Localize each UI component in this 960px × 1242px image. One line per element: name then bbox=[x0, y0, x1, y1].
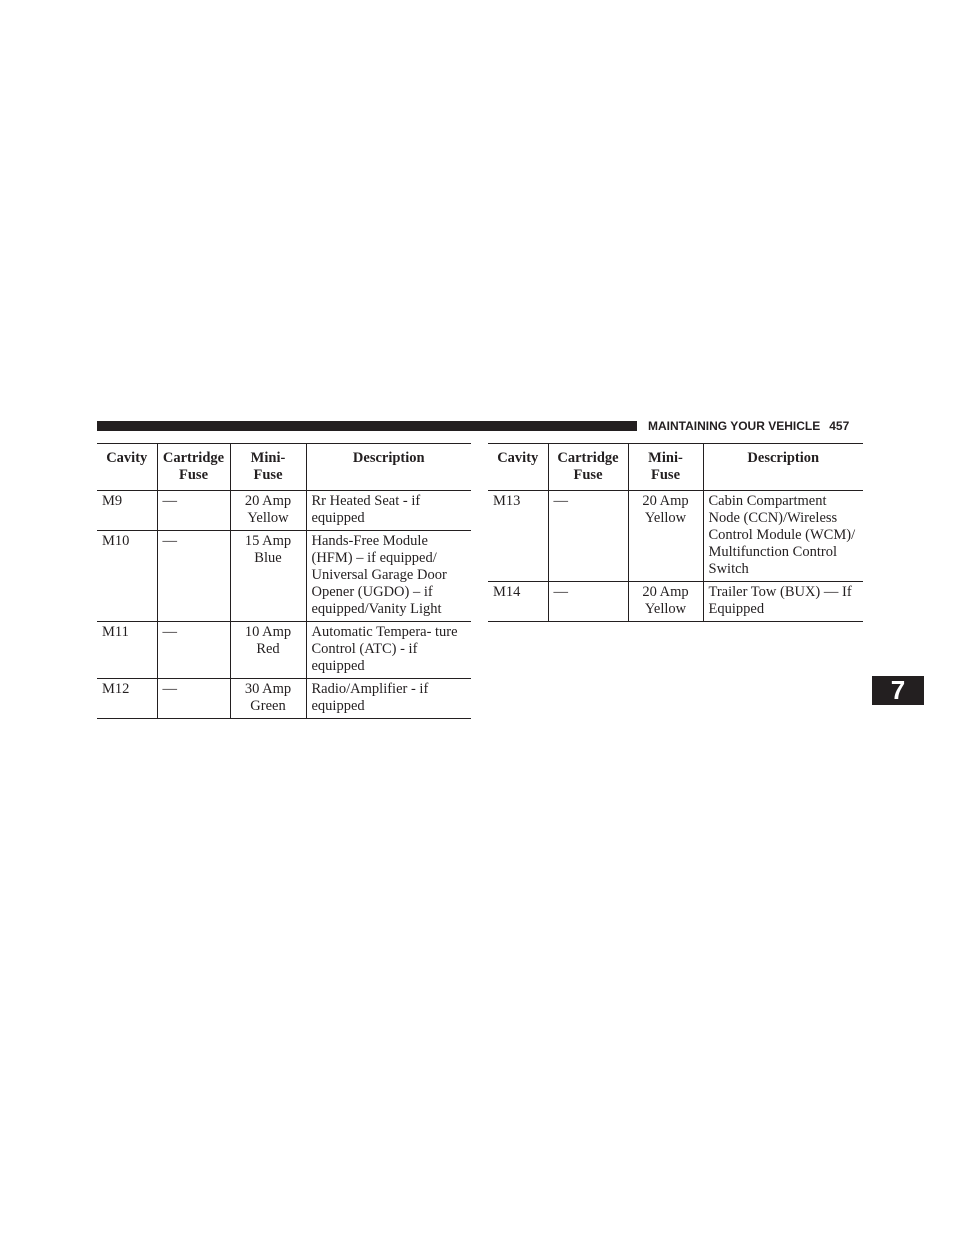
page-number: 457 bbox=[829, 419, 850, 433]
cell-cartridge: — bbox=[157, 622, 230, 679]
cell-description: Rr Heated Seat - if equipped bbox=[306, 491, 471, 531]
cell-mini-fuse: 10 Amp Red bbox=[230, 622, 306, 679]
cell-mini-fuse: 20 Amp Yellow bbox=[628, 582, 703, 622]
cell-cavity: M14 bbox=[488, 582, 548, 622]
cell-cartridge: — bbox=[548, 491, 628, 582]
cell-description: Automatic Tempera- ture Control (ATC) - if equipped bbox=[306, 622, 471, 679]
header-cartridge-fuse: Cartridge Fuse bbox=[548, 444, 628, 491]
chapter-tab: 7 bbox=[872, 676, 924, 705]
cell-cartridge: — bbox=[157, 531, 230, 622]
table-header-row bbox=[488, 444, 863, 491]
running-header bbox=[648, 418, 849, 434]
table-row bbox=[97, 491, 471, 531]
cell-description: Trailer Tow (BUX) — If Equipped bbox=[703, 582, 863, 622]
cell-cavity: M13 bbox=[488, 491, 548, 582]
cell-cavity: M11 bbox=[97, 622, 157, 679]
cell-cartridge: — bbox=[548, 582, 628, 622]
cell-cavity: M10 bbox=[97, 531, 157, 622]
header-description: Description bbox=[306, 444, 471, 491]
table-row bbox=[97, 622, 471, 679]
cell-description: Hands-Free Module (HFM) – if equipped/ Universal Garage Door Opener (UGDO) – if equipped/Vanity Light bbox=[306, 531, 471, 622]
header-description: Description bbox=[703, 444, 863, 491]
cell-description: Cabin Compartment Node (CCN)/Wireless Control Module (WCM)/ Multifunction Control Switch bbox=[703, 491, 863, 582]
header-cavity: Cavity bbox=[97, 444, 157, 491]
header-mini-fuse: Mini- Fuse bbox=[628, 444, 703, 491]
cell-mini-fuse: 20 Amp Yellow bbox=[230, 491, 306, 531]
cell-cavity: M12 bbox=[97, 679, 157, 719]
table-row bbox=[97, 531, 471, 622]
header-rule bbox=[97, 421, 637, 431]
table-row bbox=[488, 582, 863, 622]
table-row bbox=[488, 491, 863, 582]
cell-description: Radio/Amplifier - if equipped bbox=[306, 679, 471, 719]
table-row bbox=[97, 679, 471, 719]
cell-cartridge: — bbox=[157, 491, 230, 531]
cell-cavity: M9 bbox=[97, 491, 157, 531]
header-mini-fuse: Mini- Fuse bbox=[230, 444, 306, 491]
cell-cartridge: — bbox=[157, 679, 230, 719]
header-cartridge-fuse: Cartridge Fuse bbox=[157, 444, 230, 491]
section-title: MAINTAINING YOUR VEHICLE bbox=[648, 419, 821, 433]
cell-mini-fuse: 15 Amp Blue bbox=[230, 531, 306, 622]
cell-mini-fuse: 20 Amp Yellow bbox=[628, 491, 703, 582]
header-cavity: Cavity bbox=[488, 444, 548, 491]
table-header-row bbox=[97, 444, 471, 491]
cell-mini-fuse: 30 Amp Green bbox=[230, 679, 306, 719]
fuse-table-left bbox=[97, 443, 471, 719]
fuse-table-right bbox=[488, 443, 863, 622]
